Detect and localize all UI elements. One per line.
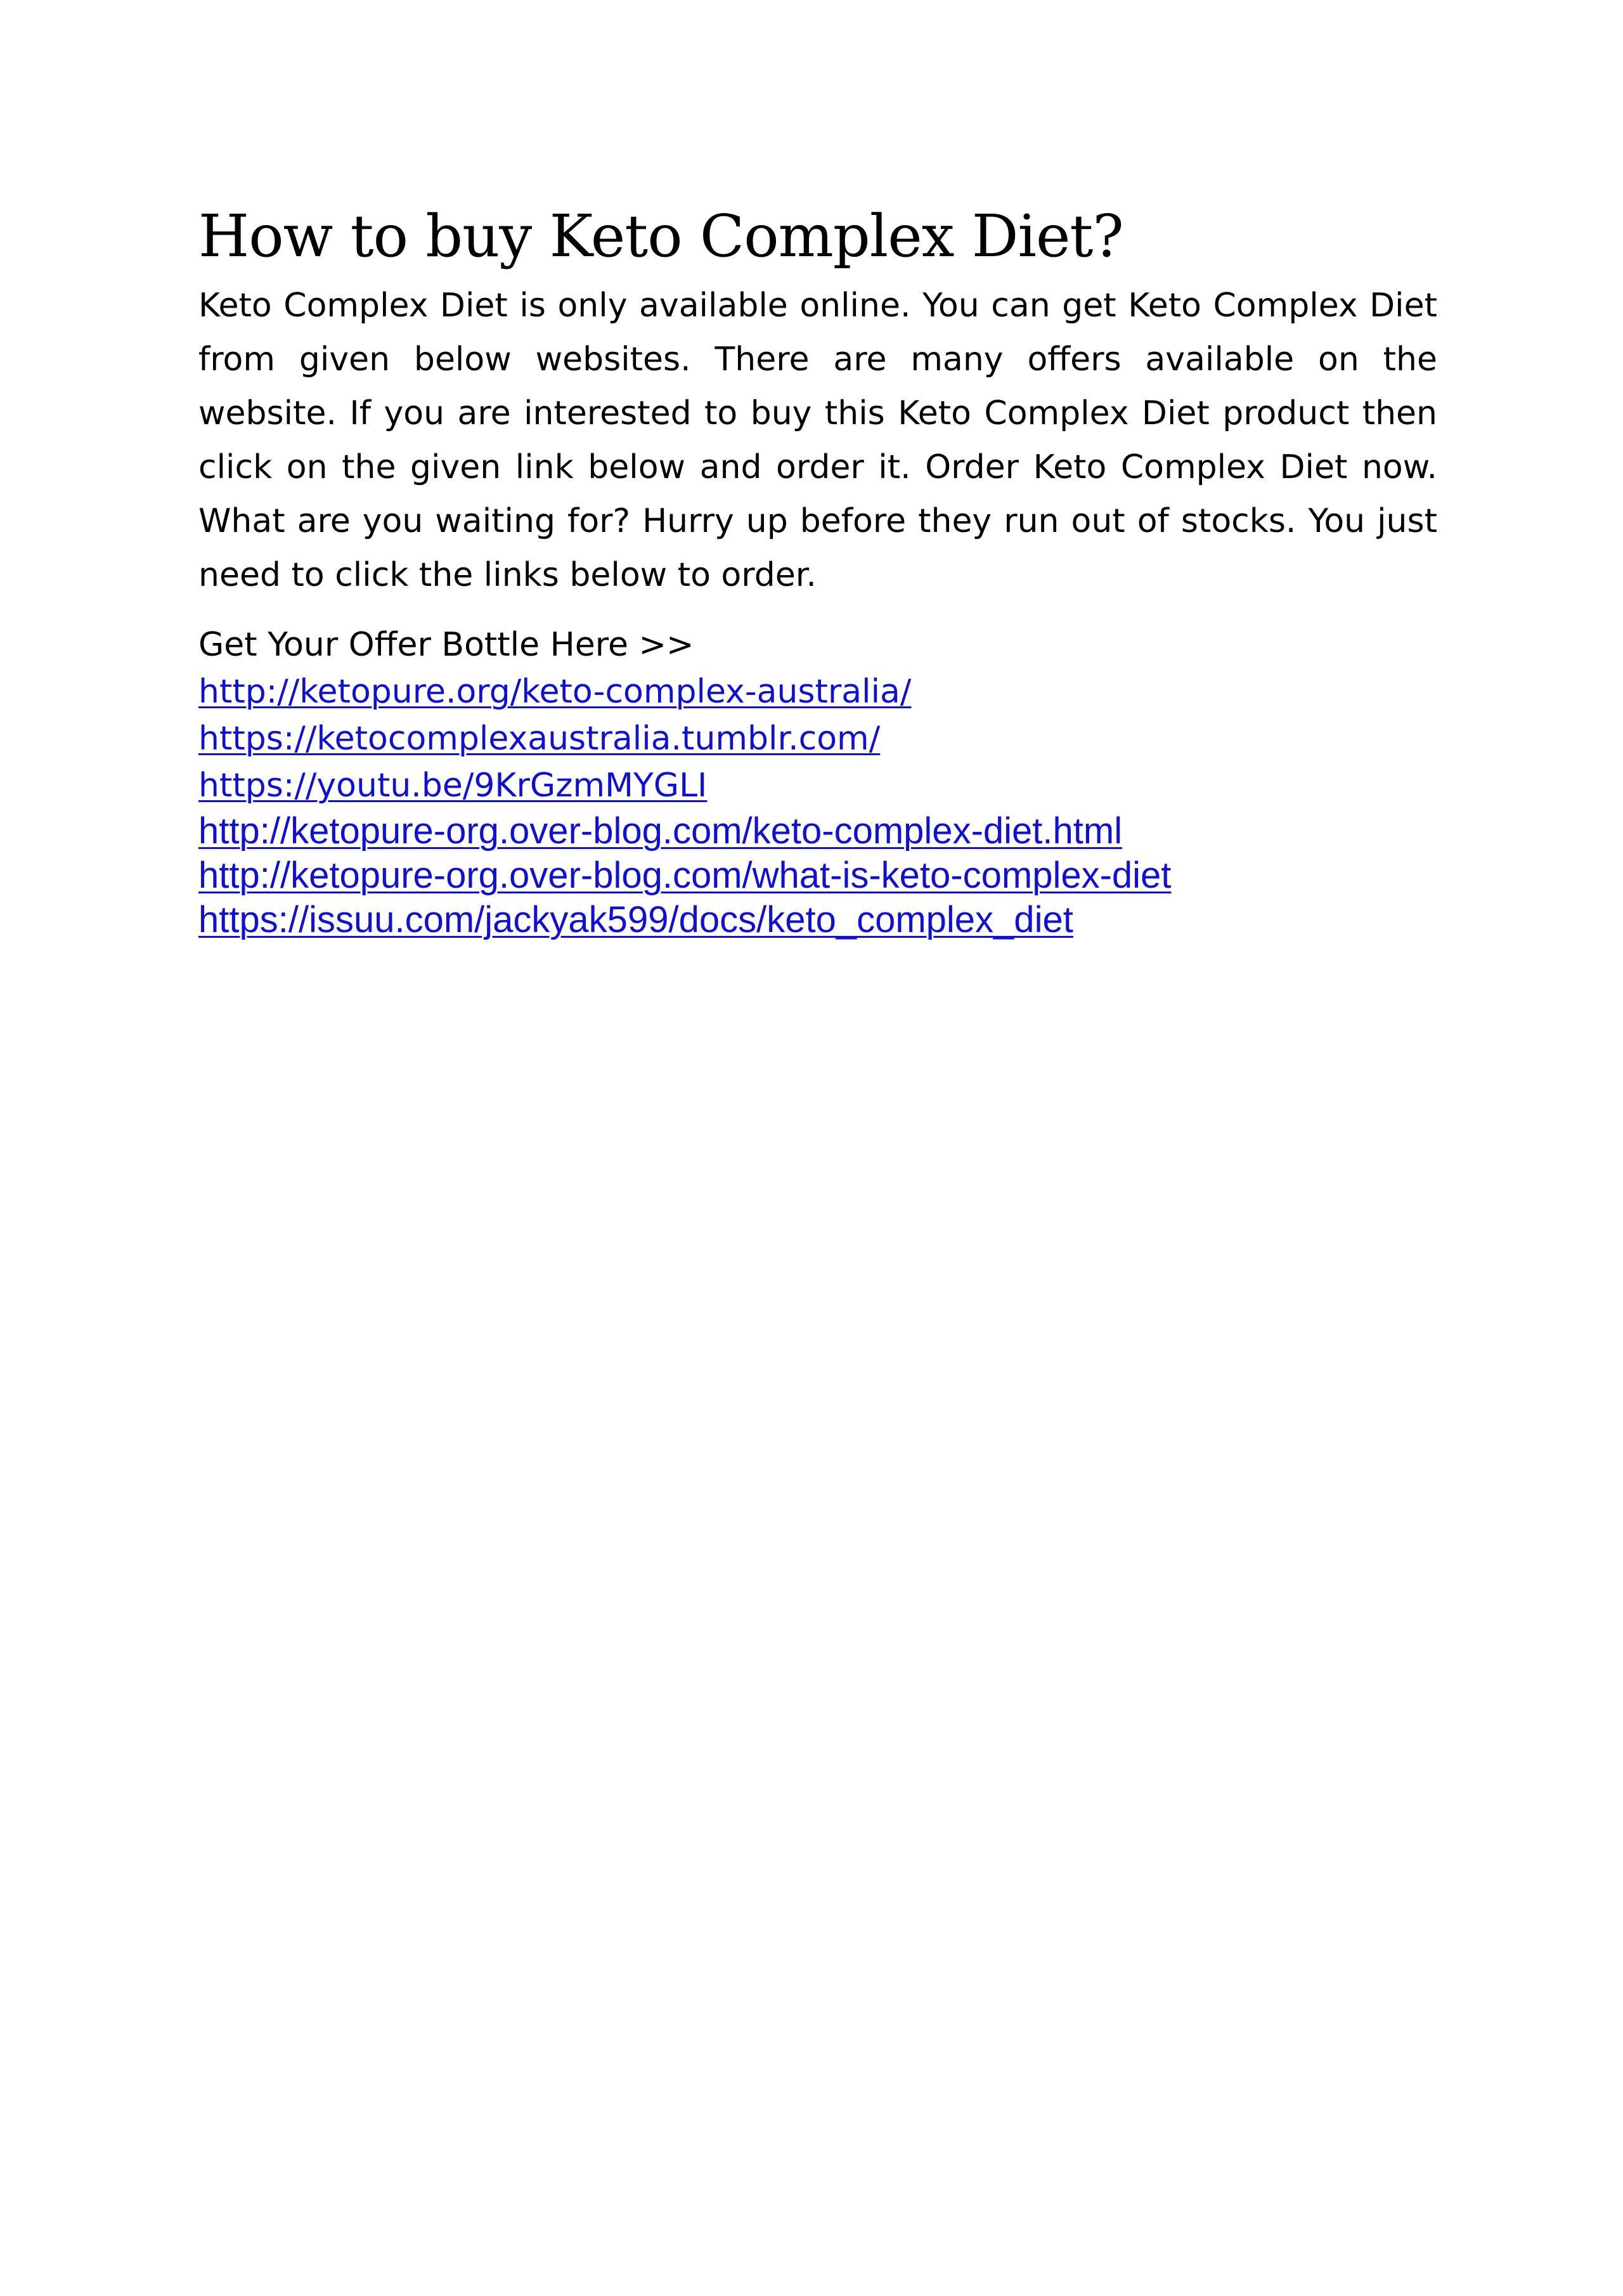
offer-label: Get Your Offer Bottle Here >> (198, 625, 694, 664)
page-title: How to buy Keto Complex Diet? (198, 202, 1123, 270)
link-youtube[interactable]: https://youtu.be/9KrGzmMYGLI (198, 766, 708, 805)
link-overblog-keto-complex-diet[interactable]: http://ketopure-org.over-blog.com/keto-complex-diet.html (198, 810, 1123, 852)
list-item (198, 809, 1437, 853)
list-item (198, 668, 1437, 715)
link-tumblr[interactable]: https://ketocomplexaustralia.tumblr.com/ (198, 719, 881, 758)
body-paragraph: Keto Complex Diet is only available online. You can get Keto Complex Diet from given below websites. There are many offers available on the website. If you are interested to buy this Keto Complex Diet product then click on the given link below and order it. Order Keto Complex Diet now. What are you waiting for? Hurry up before they run out of stocks. You just need to click the links below to order. (198, 286, 1437, 594)
link-ketopure-australia[interactable]: http://ketopure.org/keto-complex-australia/ (198, 672, 912, 711)
list-item (198, 762, 1437, 809)
document-page (198, 203, 1437, 942)
list-item (198, 715, 1437, 762)
link-overblog-what-is[interactable]: http://ketopure-org.over-blog.com/what-is-keto-complex-diet (198, 854, 1172, 896)
list-item (198, 898, 1437, 942)
list-item (198, 853, 1437, 898)
link-list (198, 668, 1437, 942)
link-issuu[interactable]: https://issuu.com/jackyak599/docs/keto_complex_diet (198, 898, 1073, 940)
